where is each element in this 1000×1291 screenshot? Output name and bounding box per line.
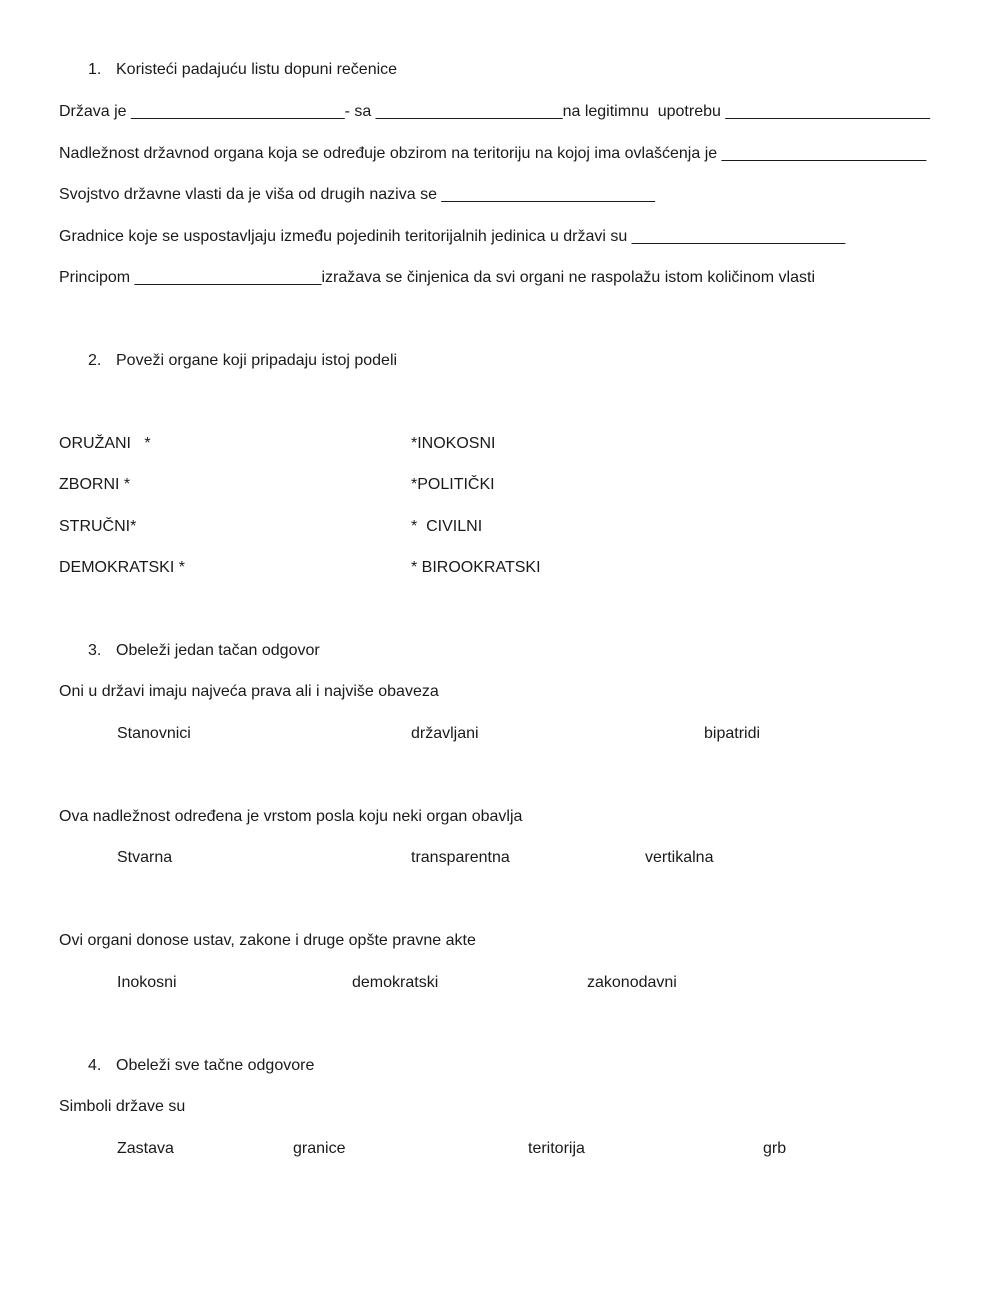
match-left-item[interactable]: DEMOKRATSKI * — [59, 559, 185, 576]
section4-heading-text: Obeleži sve tačne odgovore — [116, 1057, 315, 1074]
section3-heading-text: Obeleži jedan tačan odgovor — [116, 642, 320, 659]
section3-heading — [88, 641, 320, 661]
match-right-item[interactable]: * BIROOKRATSKI — [411, 559, 541, 576]
answer-option[interactable]: grb — [763, 1140, 787, 1157]
match-left-item[interactable]: ZBORNI * — [59, 476, 131, 493]
section1-heading — [88, 60, 397, 80]
section2-number: 2. — [88, 352, 102, 369]
question-text: Ovi organi donose ustav, zakone i druge opšte pravne akte — [59, 932, 476, 949]
answer-option[interactable]: teritorija — [528, 1140, 585, 1157]
fill-in-sentence[interactable]: Svojstvo državne vlasti da je viša od drugih naziva se ________________________ — [59, 186, 655, 203]
match-left-item[interactable]: ORUŽANI * — [59, 435, 151, 452]
section2-heading — [88, 351, 397, 371]
fill-in-sentence[interactable]: Država je ________________________- sa _____________________na legitimnu upotrebu _______________________ — [59, 103, 931, 120]
answer-option[interactable]: granice — [293, 1140, 346, 1157]
match-right-item[interactable]: *POLITIČKI — [411, 476, 495, 493]
section4-number: 4. — [88, 1057, 102, 1074]
question-text: Oni u državi imaju najveća prava ali i najviše obaveza — [59, 683, 439, 700]
section4-heading — [88, 1056, 314, 1076]
section1-heading-text: Koristeći padajuću listu dopuni rečenice — [116, 61, 398, 78]
answer-option[interactable]: Stanovnici — [117, 725, 191, 742]
section3-number: 3. — [88, 642, 102, 659]
match-right-item[interactable]: * CIVILNI — [411, 518, 483, 535]
match-right-item[interactable]: *INOKOSNI — [411, 435, 496, 452]
answer-option[interactable]: državljani — [411, 725, 479, 742]
answer-option[interactable]: zakonodavni — [587, 974, 677, 991]
fill-in-sentence[interactable]: Gradnice koje se uspostavljaju između pojedinih teritorijalnih jedinica u državi su ________________________ — [59, 228, 846, 245]
answer-option[interactable]: demokratski — [352, 974, 439, 991]
fill-in-sentence[interactable]: Nadležnost državnod organa koja se određuje obzirom na teritoriju na kojoj ima ovlašćenja je _______________________ — [59, 145, 927, 162]
answer-option[interactable]: Zastava — [117, 1140, 174, 1157]
section2-heading-text: Poveži organe koji pripadaju istoj podeli — [116, 352, 398, 369]
question-text: Simboli države su — [59, 1098, 186, 1115]
answer-option[interactable]: Stvarna — [117, 849, 173, 866]
answer-option[interactable]: vertikalna — [645, 849, 714, 866]
answer-option[interactable]: transparentna — [411, 849, 510, 866]
answer-option[interactable]: Inokosni — [117, 974, 177, 991]
match-left-item[interactable]: STRUČNI* — [59, 518, 137, 535]
answer-option[interactable]: bipatridi — [704, 725, 761, 742]
section1-number: 1. — [88, 61, 102, 78]
question-text: Ova nadležnost određena je vrstom posla koju neki organ obavlja — [59, 808, 523, 825]
fill-in-sentence[interactable]: Principom _____________________izražava se činjenica da svi organi ne raspolažu istom količinom vlasti — [59, 269, 815, 286]
